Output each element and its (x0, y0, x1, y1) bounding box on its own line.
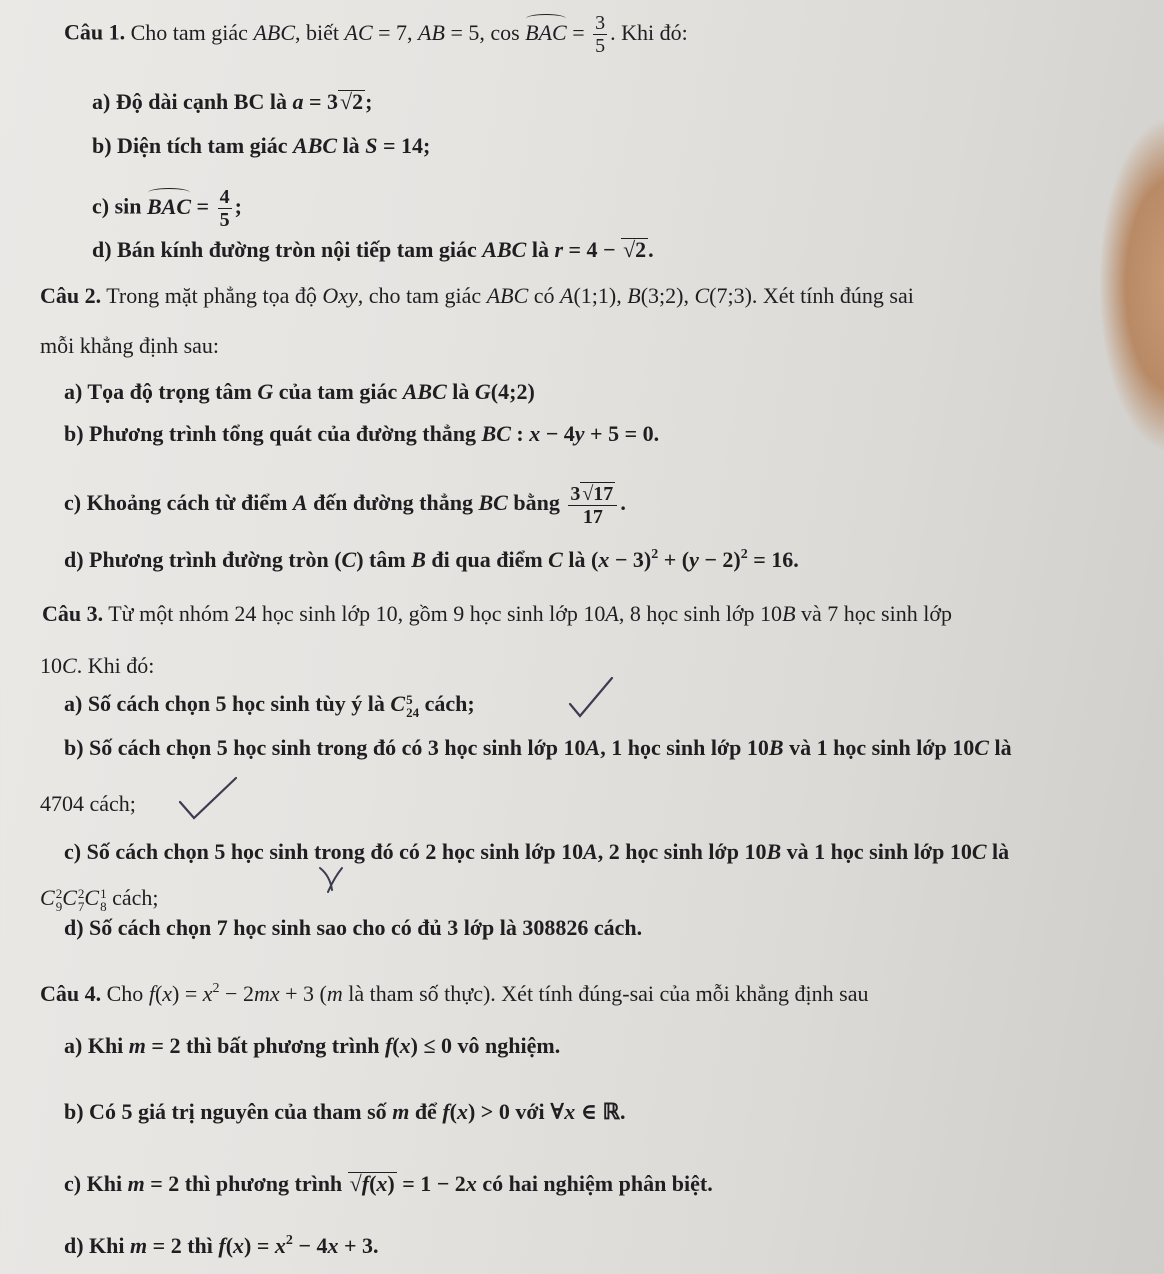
cross-icon (316, 864, 346, 894)
q3-intro-line2: 10C. Khi đó: (40, 653, 155, 678)
q1-a: a) Độ dài cạnh BC là a = 3√2; (92, 89, 373, 114)
q4-b: b) Có 5 giá trị nguyên của tham số m để f(x) > 0 với ∀x ∈ ℝ. (64, 1099, 626, 1124)
q1-c: c) sin BAC = $\frac{4}{5}$ ; (92, 186, 242, 231)
q1-b: b) Diện tích tam giác ABC là S = 14; (92, 133, 431, 158)
q3-d: d) Số cách chọn 7 học sinh sao cho có đủ 3 lớp là 308826 cách. (64, 915, 643, 940)
finger-shadow (1100, 120, 1164, 450)
q2-intro-line1: Câu 2. Trong mặt phẳng tọa độ Oxy, cho tam giác ABC có A(1;1), B(3;2), C(7;3). Xét tính đúng sai (40, 283, 914, 308)
q2-c: c) Khoảng cách từ điểm A đến đường thẳng BC bằng $\frac{3 √17}{17}$ . (64, 483, 626, 528)
q2-intro-line2: mỗi khẳng định sau: (40, 333, 220, 358)
q2-b: b) Phương trình tổng quát của đường thẳng BC : x − 4y + 5 = 0. (64, 421, 660, 446)
q3-c-line1: c) Số cách chọn 5 học sinh trong đó có 2 học sinh lớp 10A, 2 học sinh lớp 10B và 1 học sinh lớp 10C là (64, 839, 1010, 864)
q3-a: a) Số cách chọn 5 học sinh tùy ý là C 5 24 cách; (64, 691, 475, 720)
q3-b-line2: 4704 cách; (40, 791, 136, 816)
q4-a: a) Khi m = 2 thì bất phương trình f(x) ≤ 0 vô nghiệm. (64, 1033, 561, 1058)
q4-d: d) Khi m = 2 thì $f(x) = x^2 - 4x + 3$. (64, 1233, 379, 1258)
q3-intro-line1: Câu 3. Từ một nhóm 24 học sinh lớp 10, gồm 9 học sinh lớp 10A, 8 học sinh lớp 10B và 7 học sinh lớp (42, 601, 952, 626)
q1-intro-text: Cho tam giác ABC, biết AC = 7, AB = 5, cos BAC = $\frac{3}{5}$ . Khi đó: (130, 12, 688, 57)
q1-intro: Câu 1. Cho tam giác ABC, biết AC = 7, AB = 5, cos BAC = $\frac{3}{5}$ . Khi đó: (64, 12, 688, 57)
q4-c: c) Khi m = 2 thì phương trình √f(x) = 1 − 2x có hai nghiệm phân biệt. (64, 1171, 713, 1196)
q3-b-line1: b) Số cách chọn 5 học sinh trong đó có 3 học sinh lớp 10A, 1 học sinh lớp 10B và 1 học sinh lớp 10C là (64, 735, 1012, 760)
q3-c-line2: C 2 9 C 2 7 C 1 8 cách; (40, 885, 159, 914)
q4-intro: Câu 4. Cho $f(x) = x^2 - 2mx + 3$ (m là tham số thực). Xét tính đúng-sai của mỗi khẳng định sau (40, 981, 869, 1006)
q2-d: d) Phương trình đường tròn (C) tâm B đi qua điểm C là $(x - 3)^2 + (y - 2)^2 = 16$. (64, 547, 799, 572)
q1-d: d) Bán kính đường tròn nội tiếp tam giác ABC là r = 4 − √2. (92, 237, 654, 262)
checkmark-icon (566, 674, 616, 720)
q2-a: a) Tọa độ trọng tâm G của tam giác ABC là G(4;2) (64, 379, 535, 404)
checkmark-icon (176, 774, 240, 822)
